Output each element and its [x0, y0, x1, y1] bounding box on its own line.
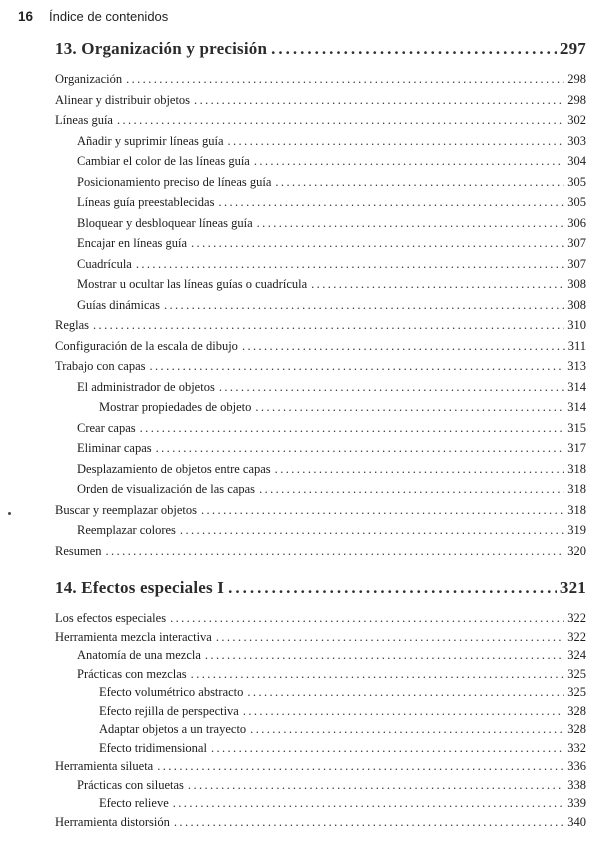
entry-label: Prácticas con mezclas: [77, 666, 187, 681]
entry-label: Mostrar propiedades de objeto: [99, 400, 252, 414]
leader-dots: [194, 90, 564, 111]
entry-label: Prácticas con siluetas: [77, 777, 184, 792]
leader-dots: [150, 356, 565, 377]
toc-entry: [55, 90, 586, 111]
leader-dots: [140, 418, 565, 439]
entry-page-number: 328: [567, 722, 586, 736]
toc-entry: [55, 720, 586, 739]
entry-label: Alinear y distribuir objetos: [55, 92, 191, 107]
entry-label: Orden de visualización de las capas: [77, 482, 256, 496]
entry-label: Efecto tridimensional: [99, 740, 207, 755]
entry-page-number: 325: [567, 666, 586, 681]
toc-entry: [55, 739, 586, 758]
toc-entry: [55, 628, 586, 647]
leader-dots: [275, 172, 564, 193]
leader-dots: [271, 37, 557, 61]
leader-dots: [228, 131, 565, 152]
toc-entry: [55, 213, 586, 234]
entry-label: Posicionamiento preciso de líneas guía: [77, 174, 272, 189]
toc-entry: [55, 609, 586, 628]
toc-entry: [55, 665, 586, 684]
entry-label: Adaptar objetos a un trayecto: [99, 722, 247, 736]
entry-label: Los efectos especiales: [55, 611, 167, 625]
leader-dots: [93, 315, 564, 336]
leader-dots: [247, 683, 564, 702]
entry-page-number: 305: [567, 195, 586, 209]
toc-entry: [55, 397, 586, 418]
chapter-heading: [55, 37, 586, 61]
leader-dots: [191, 665, 565, 684]
entry-label: Eliminar capas: [77, 441, 152, 455]
toc-entry: [55, 377, 586, 398]
entry-label: Herramienta distorsión: [55, 814, 170, 829]
toc-entry: [55, 479, 586, 500]
leader-dots: [254, 151, 564, 172]
leader-dots: [275, 459, 565, 480]
entry-page-number: 313: [567, 359, 586, 373]
toc-entry: [55, 172, 586, 193]
page-number: 16: [18, 9, 34, 24]
entry-list: [55, 69, 586, 561]
entry-page-number: 328: [567, 703, 586, 718]
toc-entry: [55, 274, 586, 295]
leader-dots: [170, 609, 564, 628]
toc-entry: [55, 541, 586, 562]
toc-entry: [55, 438, 586, 459]
entry-page-number: 319: [567, 523, 586, 537]
entry-page-number: 324: [567, 648, 586, 662]
leader-dots: [216, 628, 564, 647]
entry-label: Reglas: [55, 318, 90, 332]
entry-label: Efecto rejilla de perspectiva: [99, 703, 239, 718]
entry-page-number: 298: [567, 92, 586, 107]
entry-label: Líneas guía: [55, 113, 113, 127]
entry-label: Cuadrícula: [77, 256, 132, 271]
entry-label: Configuración de la escala de dibujo: [55, 338, 238, 353]
leader-dots: [255, 397, 564, 418]
leader-dots: [201, 500, 564, 521]
entry-label: El administrador de objetos: [77, 379, 215, 394]
chapter-title: 14. Efectos especiales I: [55, 578, 225, 597]
leader-dots: [156, 438, 565, 459]
toc-entry: [55, 192, 586, 213]
entry-page-number: 340: [567, 814, 586, 829]
entry-page-number: 322: [567, 629, 586, 644]
leader-dots: [174, 813, 564, 832]
entry-page-number: 339: [567, 796, 586, 810]
leader-dots: [218, 192, 564, 213]
entry-label: Anatomía de una mezcla: [77, 648, 201, 662]
toc-entry: [55, 646, 586, 665]
toc-entry: [55, 520, 586, 541]
entry-label: Resumen: [55, 543, 102, 558]
leader-dots: [136, 254, 564, 275]
leader-dots: [205, 646, 564, 665]
chapter-heading: [55, 576, 586, 600]
toc-entry: [55, 459, 586, 480]
entry-page-number: 303: [567, 133, 586, 148]
chapter-page-number: 321: [559, 578, 586, 597]
entry-label: Encajar en líneas guía: [77, 236, 188, 250]
entry-label: Reemplazar colores: [77, 523, 176, 537]
entry-page-number: 336: [567, 759, 586, 773]
toc-entry: [55, 131, 586, 152]
toc-entry: [55, 356, 586, 377]
leader-dots: [180, 520, 564, 541]
entry-page-number: 317: [567, 441, 586, 455]
entry-label: Trabajo con capas: [55, 359, 146, 373]
toc-entry: [55, 254, 586, 275]
entry-page-number: 338: [567, 777, 586, 792]
entry-label: Guías dinámicas: [77, 297, 160, 312]
entry-page-number: 314: [567, 400, 586, 414]
toc-entry: [55, 794, 586, 813]
entry-list: [55, 609, 586, 831]
entry-label: Bloquear y desbloquear líneas guía: [77, 215, 253, 230]
toc-entry: [55, 69, 586, 90]
entry-label: Efecto relieve: [99, 796, 169, 810]
toc-entry: [55, 418, 586, 439]
toc-entry: [55, 702, 586, 721]
toc-entry: [55, 295, 586, 316]
toc-entry: [55, 500, 586, 521]
entry-label: Añadir y suprimir líneas guía: [77, 133, 224, 148]
entry-page-number: 325: [567, 685, 586, 699]
entry-page-number: 332: [567, 740, 586, 755]
leader-dots: [164, 295, 564, 316]
entry-page-number: 304: [567, 154, 586, 168]
toc-entry: [55, 315, 586, 336]
toc-entry: [55, 776, 586, 795]
leader-dots: [117, 110, 564, 131]
leader-dots: [173, 794, 565, 813]
chapter-section: [55, 37, 586, 561]
leader-dots: [243, 702, 564, 721]
entry-page-number: 318: [567, 461, 586, 476]
entry-label: Mostrar u ocultar las líneas guías o cuadrícula: [77, 277, 308, 291]
toc-entry: [55, 233, 586, 254]
entry-page-number: 308: [567, 297, 586, 312]
entry-page-number: 302: [567, 113, 586, 127]
entry-label: Crear capas: [77, 420, 136, 435]
leader-dots: [259, 479, 564, 500]
leader-dots: [311, 274, 564, 295]
entry-page-number: 318: [567, 502, 586, 517]
entry-label: Herramienta silueta: [55, 759, 154, 773]
chapter-page-number: 297: [559, 39, 586, 58]
entry-page-number: 311: [567, 338, 586, 353]
entry-label: Organización: [55, 72, 123, 86]
page-header: [0, 0, 600, 24]
leader-dots: [250, 720, 564, 739]
toc-entry: [55, 757, 586, 776]
entry-page-number: 298: [567, 72, 586, 86]
chapter-section: [55, 576, 586, 831]
entry-page-number: 310: [567, 318, 586, 332]
toc-entry: [55, 813, 586, 832]
entry-label: Desplazamiento de objetos entre capas: [77, 461, 271, 476]
header-title: Índice de contenidos: [49, 9, 169, 24]
entry-page-number: 322: [567, 611, 586, 625]
toc-entry: [55, 110, 586, 131]
entry-label: Líneas guía preestablecidas: [77, 195, 215, 209]
leader-dots: [188, 776, 564, 795]
entry-page-number: 314: [567, 379, 586, 394]
entry-page-number: 305: [567, 174, 586, 189]
chapter-title: 13. Organización y precisión: [55, 39, 268, 58]
toc-entry: [55, 683, 586, 702]
toc-list: [55, 37, 586, 831]
entry-label: Buscar y reemplazar objetos: [55, 502, 197, 517]
entry-page-number: 306: [567, 215, 586, 230]
leader-dots: [219, 377, 564, 398]
entry-page-number: 307: [567, 236, 586, 250]
scan-artifact-dot: [8, 512, 11, 515]
leader-dots: [242, 336, 565, 357]
entry-page-number: 318: [567, 482, 586, 496]
leader-dots: [126, 69, 564, 90]
leader-dots: [228, 576, 557, 600]
toc-entry: [55, 336, 586, 357]
entry-page-number: 320: [567, 543, 586, 558]
leader-dots: [157, 757, 564, 776]
toc-entry: [55, 151, 586, 172]
entry-label: Cambiar el color de las líneas guía: [77, 154, 250, 168]
leader-dots: [106, 541, 565, 562]
leader-dots: [211, 739, 564, 758]
leader-dots: [257, 213, 565, 234]
entry-page-number: 307: [567, 256, 586, 271]
entry-label: Herramienta mezcla interactiva: [55, 629, 212, 644]
entry-label: Efecto volumétrico abstracto: [99, 685, 244, 699]
entry-page-number: 315: [567, 420, 586, 435]
leader-dots: [191, 233, 564, 254]
entry-page-number: 308: [567, 277, 586, 291]
